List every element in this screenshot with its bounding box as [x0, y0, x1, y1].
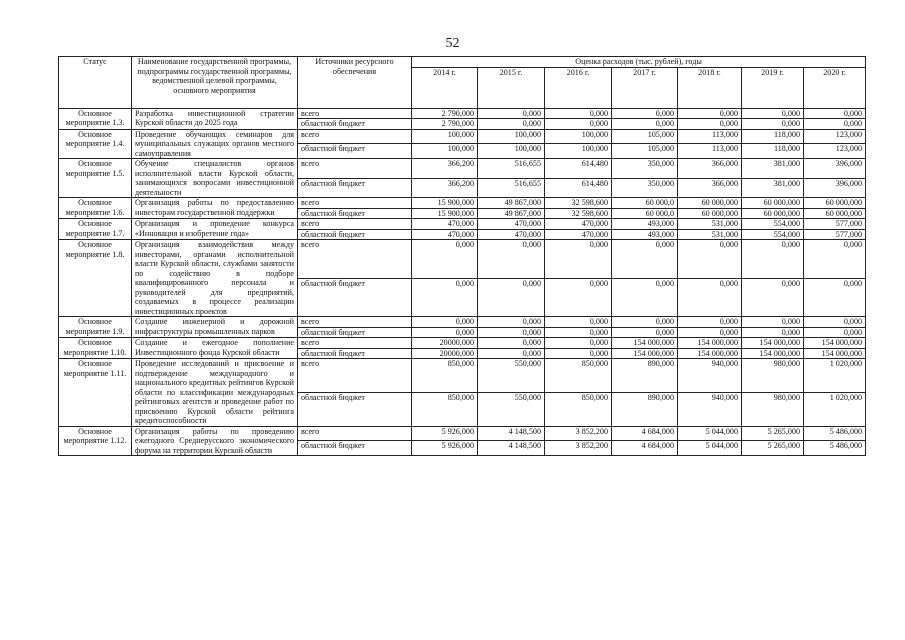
expense-value: 940,000: [678, 392, 742, 426]
expense-value: 890,000: [612, 359, 678, 393]
table-row: [59, 198, 866, 209]
measure-name: Организация и проведение конкурса «Инновация и изобретение года»: [132, 219, 298, 240]
expense-value: 850,000: [545, 392, 612, 426]
expense-value: 15 900,000: [412, 198, 478, 209]
table-row: [59, 129, 866, 144]
expense-value: 5 044,000: [678, 441, 742, 456]
funding-source: областной бюджет: [298, 229, 412, 240]
expense-value: 0,000: [612, 240, 678, 279]
expense-value: 0,000: [545, 240, 612, 279]
expense-value: 381,000: [742, 178, 804, 198]
expense-value: 0,000: [612, 327, 678, 338]
expense-value: 20000,000: [412, 348, 478, 359]
expense-value: 366,200: [412, 178, 478, 198]
expense-value: 366,200: [412, 159, 478, 179]
header-year: 2020 г.: [804, 67, 866, 108]
budget-table: [58, 56, 866, 456]
expense-value: 470,000: [545, 229, 612, 240]
expense-value: 3 852,200: [545, 441, 612, 456]
expense-value: 0,000: [804, 108, 866, 119]
expense-value: 0,000: [804, 119, 866, 130]
expense-value: 60 000,0: [612, 208, 678, 219]
expense-value: 0,000: [804, 240, 866, 279]
expense-value: 154 000,000: [804, 338, 866, 349]
expense-value: 850,000: [412, 359, 478, 393]
expense-value: 4 684,000: [612, 426, 678, 441]
header-year: 2014 г.: [412, 67, 478, 108]
table-row: [59, 108, 866, 119]
expense-value: 123,000: [804, 144, 866, 159]
expense-value: 118,000: [742, 144, 804, 159]
expense-value: 470,000: [545, 219, 612, 230]
table-row: [59, 219, 866, 230]
expense-value: 0,000: [678, 278, 742, 317]
expense-value: 531,000: [678, 219, 742, 230]
expense-value: 531,000: [678, 229, 742, 240]
measure-status: Основное мероприятие 1.7.: [59, 219, 132, 240]
expense-value: 0,000: [678, 327, 742, 338]
expense-value: 577,000: [804, 219, 866, 230]
expense-value: 154 000,000: [742, 348, 804, 359]
expense-value: 0,000: [678, 108, 742, 119]
expense-value: 0,000: [545, 327, 612, 338]
expense-value: 105,000: [612, 129, 678, 144]
funding-source: всего: [298, 219, 412, 230]
measure-status: Основное мероприятие 1.6.: [59, 198, 132, 219]
funding-source: всего: [298, 159, 412, 179]
expense-value: 516,655: [478, 159, 545, 179]
expense-value: 0,000: [742, 327, 804, 338]
expense-value: 154 000,000: [678, 348, 742, 359]
funding-source: всего: [298, 129, 412, 144]
funding-source: областной бюджет: [298, 348, 412, 359]
measure-name: Организация работы по проведению ежегодного Среднерусского экономического форума на территории Курской области: [132, 426, 298, 456]
measure-status: Основное мероприятие 1.5.: [59, 159, 132, 198]
expense-value: 0,000: [545, 119, 612, 130]
expense-value: 32 598,600: [545, 198, 612, 209]
expense-value: 890,000: [612, 392, 678, 426]
table-row: [59, 317, 866, 328]
expense-value: 154 000,000: [804, 348, 866, 359]
expense-value: 5 486,000: [804, 426, 866, 441]
measure-status: Основное мероприятие 1.9.: [59, 317, 132, 338]
table-row: [59, 359, 866, 393]
expense-value: 4 148,500: [478, 426, 545, 441]
expense-value: 1 020,000: [804, 392, 866, 426]
expense-value: 470,000: [412, 229, 478, 240]
funding-source: всего: [298, 198, 412, 209]
expense-value: 550,000: [478, 392, 545, 426]
expense-value: 350,000: [612, 178, 678, 198]
expense-value: 49 867,000: [478, 198, 545, 209]
funding-source: всего: [298, 359, 412, 393]
expense-value: 0,000: [678, 317, 742, 328]
expense-value: 396,000: [804, 159, 866, 179]
table-row: [59, 240, 866, 279]
expense-value: 154 000,000: [742, 338, 804, 349]
expense-value: 60 000,000: [742, 198, 804, 209]
funding-source: областной бюджет: [298, 441, 412, 456]
funding-source: всего: [298, 240, 412, 279]
expense-value: 113,000: [678, 129, 742, 144]
expense-value: 0,000: [742, 119, 804, 130]
measure-status: Основное мероприятие 1.11.: [59, 359, 132, 427]
expense-value: 4 684,000: [612, 441, 678, 456]
expense-value: 516,655: [478, 178, 545, 198]
expense-value: 60 000,000: [678, 198, 742, 209]
expense-value: 154 000,000: [612, 348, 678, 359]
expense-value: 49 867,000: [478, 208, 545, 219]
expense-value: 60 000,0: [612, 198, 678, 209]
expense-value: 0,000: [412, 327, 478, 338]
expense-value: 0,000: [478, 348, 545, 359]
expense-value: 0,000: [412, 278, 478, 317]
header-status: Статус: [59, 57, 132, 109]
expense-value: 381,000: [742, 159, 804, 179]
expense-value: 0,000: [545, 317, 612, 328]
expense-value: 614,480: [545, 159, 612, 179]
measure-name: Обучение специалистов органов исполнительной власти Курской области, занимающихся вопросами инвестиционной деятельности: [132, 159, 298, 198]
expense-value: 4 148,500: [478, 441, 545, 456]
expense-value: 493,000: [612, 219, 678, 230]
expense-value: 105,000: [612, 144, 678, 159]
measure-name: Создание инженерной и дорожной инфраструктуры промышленных парков: [132, 317, 298, 338]
expense-value: 0,000: [545, 348, 612, 359]
measure-name: Разработка инвестиционной стратегии Курской области до 2025 года: [132, 108, 298, 129]
funding-source: областной бюджет: [298, 119, 412, 130]
expense-value: 0,000: [804, 317, 866, 328]
expense-value: 60 000,000: [742, 208, 804, 219]
table-row: [59, 426, 866, 441]
expense-value: 5 044,000: [678, 426, 742, 441]
funding-source: областной бюджет: [298, 178, 412, 198]
expense-value: 3 852,200: [545, 426, 612, 441]
expense-value: 0,000: [678, 119, 742, 130]
expense-value: 1 020,000: [804, 359, 866, 393]
expense-value: 5 265,000: [742, 441, 804, 456]
expense-value: 0,000: [412, 240, 478, 279]
expense-value: 15 900,000: [412, 208, 478, 219]
expense-value: 396,000: [804, 178, 866, 198]
expense-value: 0,000: [612, 119, 678, 130]
funding-source: всего: [298, 338, 412, 349]
expense-value: 940,000: [678, 359, 742, 393]
expense-value: 0,000: [804, 327, 866, 338]
expense-value: 113,000: [678, 144, 742, 159]
header-year: 2016 г.: [545, 67, 612, 108]
expense-value: 154 000,000: [678, 338, 742, 349]
expense-value: 123,000: [804, 129, 866, 144]
header-estimate: Оценка расходов (тыс. рублей), годы: [412, 57, 866, 68]
expense-value: 0,000: [478, 338, 545, 349]
header-sources: Источники ресурсного обеспечения: [298, 57, 412, 109]
expense-value: 0,000: [545, 278, 612, 317]
expense-value: 470,000: [412, 219, 478, 230]
expense-value: 5 265,000: [742, 426, 804, 441]
funding-source: областной бюджет: [298, 144, 412, 159]
expense-value: 0,000: [478, 317, 545, 328]
measure-status: Основное мероприятие 1.8.: [59, 240, 132, 317]
funding-source: областной бюджет: [298, 327, 412, 338]
expense-value: 0,000: [804, 278, 866, 317]
funding-source: всего: [298, 108, 412, 119]
expense-value: 550,000: [478, 359, 545, 393]
expense-value: 100,000: [412, 144, 478, 159]
expense-value: 0,000: [742, 278, 804, 317]
header-year: 2015 г.: [478, 67, 545, 108]
expense-value: 0,000: [742, 317, 804, 328]
expense-value: 350,000: [612, 159, 678, 179]
expense-value: 470,000: [478, 219, 545, 230]
expense-value: 0,000: [742, 240, 804, 279]
expense-value: 100,000: [478, 129, 545, 144]
expense-value: 366,000: [678, 159, 742, 179]
expense-value: 100,000: [412, 129, 478, 144]
header-year: 2019 г.: [742, 67, 804, 108]
expense-value: 60 000,000: [804, 208, 866, 219]
funding-source: областной бюджет: [298, 208, 412, 219]
expense-value: 5 926,000: [412, 441, 478, 456]
table-row: [59, 338, 866, 349]
expense-value: 980,000: [742, 392, 804, 426]
table-body: [59, 108, 866, 456]
expense-value: 20000,000: [412, 338, 478, 349]
expense-value: 577,000: [804, 229, 866, 240]
measure-status: Основное мероприятие 1.10.: [59, 338, 132, 359]
expense-value: 0,000: [478, 327, 545, 338]
expense-value: 0,000: [478, 108, 545, 119]
expense-value: 0,000: [678, 240, 742, 279]
funding-source: всего: [298, 317, 412, 328]
expense-value: 0,000: [478, 278, 545, 317]
measure-name: Организация работы по предоставлению инвесторам государственной поддержки: [132, 198, 298, 219]
expense-value: 0,000: [612, 317, 678, 328]
expense-value: 980,000: [742, 359, 804, 393]
expense-value: 2 790,000: [412, 108, 478, 119]
expense-value: 554,000: [742, 229, 804, 240]
measure-name: Проведение обучающих семинаров для муниципальных служащих органов местного самоуправления: [132, 129, 298, 159]
page-number: 52: [445, 36, 460, 51]
measure-status: Основное мероприятие 1.12.: [59, 426, 132, 456]
expense-value: 470,000: [478, 229, 545, 240]
expense-value: 0,000: [545, 338, 612, 349]
header-name: Наименование государственной программы, подпрограммы государственной программы, ведомственной целевой программы, основного мероприятия: [132, 57, 298, 109]
expense-value: 100,000: [545, 144, 612, 159]
header-year: 2018 г.: [678, 67, 742, 108]
expense-value: 2 790,000: [412, 119, 478, 130]
expense-value: 0,000: [612, 108, 678, 119]
measure-status: Основное мероприятие 1.3.: [59, 108, 132, 129]
expense-value: 100,000: [478, 144, 545, 159]
measure-name: Создание и ежегодное пополнение Инвестиционного фонда Курской области: [132, 338, 298, 359]
expense-value: 100,000: [545, 129, 612, 144]
expense-value: 5 926,000: [412, 426, 478, 441]
expense-value: 0,000: [478, 119, 545, 130]
expense-value: 60 000,000: [678, 208, 742, 219]
expense-value: 493,000: [612, 229, 678, 240]
measure-name: Проведение исследований и присвоение и подтверждение международного и национального кредитных рейтингов Курской области по классификации международных рейтинговых агентств и проведение работ по присвоению Курской области рейтинга кредитоспособности: [132, 359, 298, 427]
expense-value: 614,480: [545, 178, 612, 198]
expense-value: 0,000: [612, 278, 678, 317]
expense-value: 0,000: [412, 317, 478, 328]
expense-value: 0,000: [742, 108, 804, 119]
expense-value: 366,000: [678, 178, 742, 198]
expense-value: 850,000: [545, 359, 612, 393]
expense-value: 850,000: [412, 392, 478, 426]
expense-value: 554,000: [742, 219, 804, 230]
funding-source: всего: [298, 426, 412, 441]
expense-value: 154 000,000: [612, 338, 678, 349]
expense-value: 0,000: [478, 240, 545, 279]
measure-name: Организация взаимодействия между инвесторами, органами исполнительной власти Курской области, службами занятости по содействию в подборе квалифицированного персонала и руководителей для предприятий, создаваемых в процессе реализации инвестиционных проектов: [132, 240, 298, 317]
expense-value: 32 598,600: [545, 208, 612, 219]
expense-value: 60 000,000: [804, 198, 866, 209]
expense-value: 5 486,000: [804, 441, 866, 456]
funding-source: областной бюджет: [298, 278, 412, 317]
expense-value: 0,000: [545, 108, 612, 119]
expense-value: 118,000: [742, 129, 804, 144]
measure-status: Основное мероприятие 1.4.: [59, 129, 132, 159]
table-row: [59, 159, 866, 179]
funding-source: областной бюджет: [298, 392, 412, 426]
header-year: 2017 г.: [612, 67, 678, 108]
